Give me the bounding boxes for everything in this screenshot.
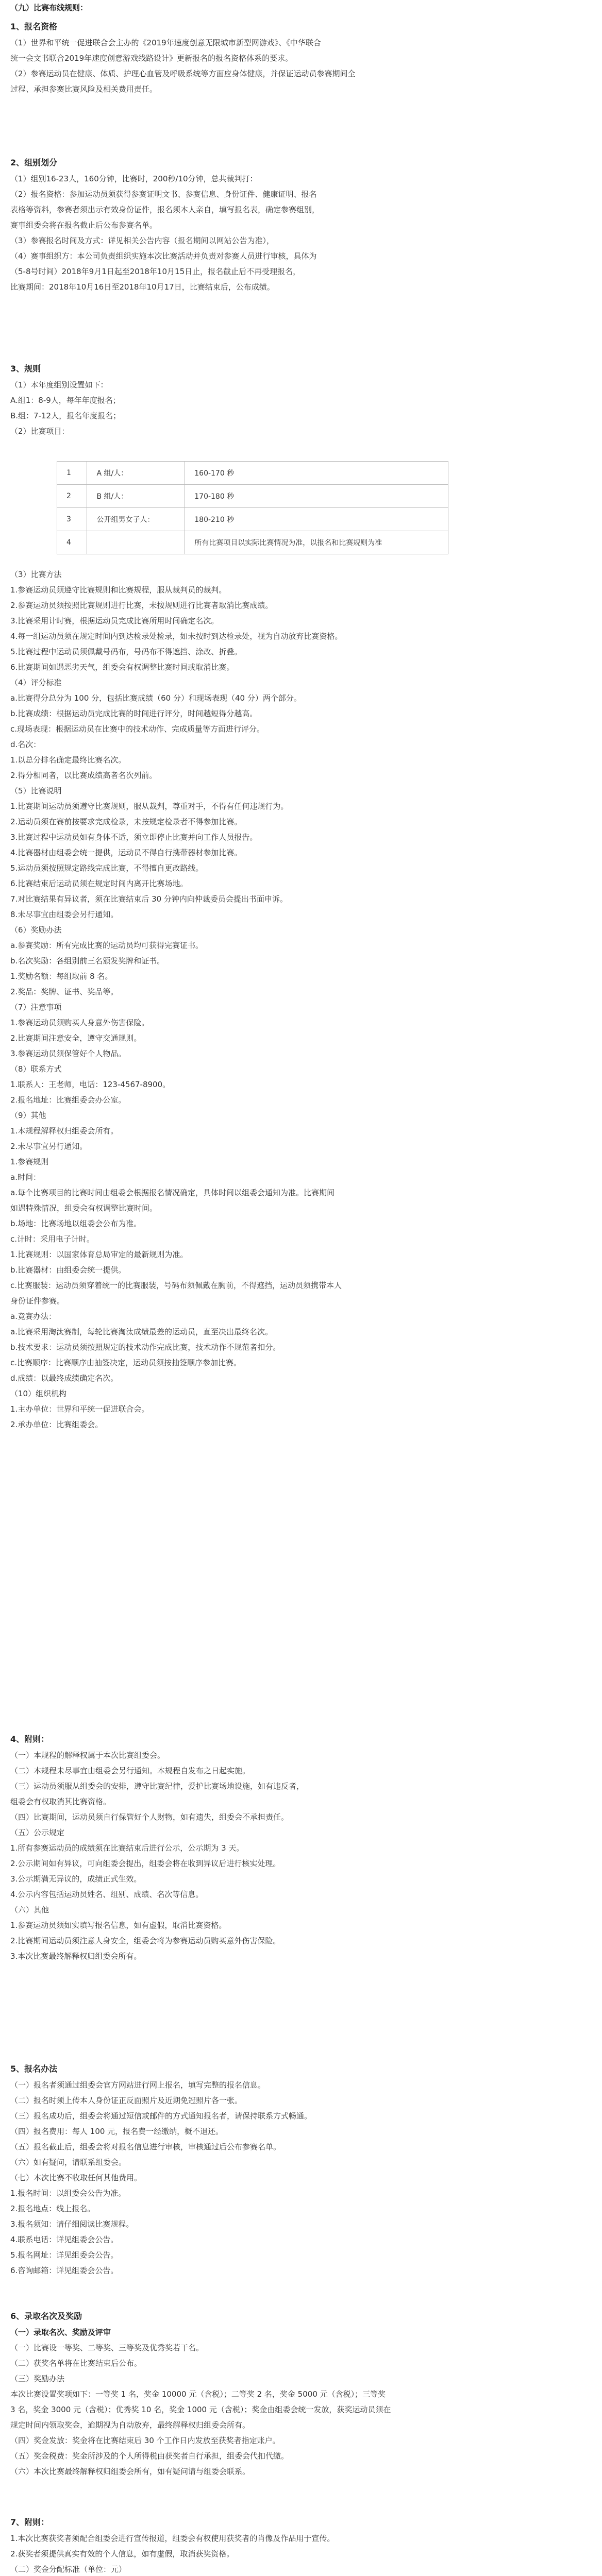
text-line: 2.比赛期间运动员须注意人身安全，组委会将为参赛运动员购买意外伤害保险。 (10, 1936, 281, 1945)
text-line: 规定时间内领取奖金，逾期视为自动放弃，最终解释权归组委会所有。 (10, 2420, 250, 2430)
text-lines (0, 377, 602, 439)
text-line: 3 名，奖金 3000 元（含税）；优秀奖 10 名，奖金 1000 元（含税）；奖金由组委会统一发放，获奖运动员须在 (10, 2405, 391, 2414)
table-cell: 3 (57, 508, 87, 531)
text-line: 表格等资料，参赛者须出示有效身份证件，报名须本人亲自，填写报名表，确定参赛组别， (10, 205, 320, 214)
text-line: a.竞赛办法： (10, 1312, 56, 1321)
section-notes (0, 1731, 602, 1964)
text-line: 1.以总分排名确定最终比赛名次。 (10, 755, 126, 765)
text-line: 2.公示期间如有异议，可向组委会提出，组委会将在收到异议后进行核实处理。 (10, 1859, 281, 1868)
text-line: 3.公示期满无异议的，成绩正式生效。 (10, 1874, 142, 1884)
text-line: A.组1：8-9人，每年年度报名； (10, 396, 121, 405)
text-line: 3.比赛过程中运动员如有身体不适，须立即停止比赛并向工作人员报告。 (10, 833, 258, 842)
text-line: （四）比赛期间，运动员须自行保管好个人财物，如有遗失，组委会不承担责任。 (10, 1812, 289, 1822)
text-line: 比赛期间：2018年10月16日至2018年10月17日，比赛结束后，公布成绩。 (10, 282, 275, 292)
text-line: B.组：7-12人，报名年度报名； (10, 411, 121, 420)
text-lines (0, 2077, 602, 2278)
text-line: 3.参赛运动员须保管好个人物品。 (10, 1049, 126, 1058)
text-line: b.比赛器材：由组委会统一提供。 (10, 1265, 126, 1275)
text-line: 8.未尽事宜由组委会另行通知。 (10, 910, 119, 919)
text-line: （二）报名时须上传本人身份证正反面照片及近期免冠照片各一张。 (10, 2096, 243, 2105)
table-cell: 170-180 秒 (185, 485, 448, 508)
section-note2 (0, 2514, 602, 2576)
text-line: 4.每一组运动员须在规定时间内到达检录处检录，如未按时到达检录处，视为自动放弃比赛资格。 (10, 632, 343, 641)
section-heading: 5、报名办法 (10, 2064, 58, 2074)
section-heading: 4、附则： (10, 1734, 49, 1744)
section-method (0, 567, 602, 1432)
section-heading: 2、组别划分 (10, 158, 58, 167)
text-line: （一）报名者须通过组委会官方网站进行网上报名，填写完整的报名信息。 (10, 2080, 266, 2090)
table-row (57, 485, 448, 508)
text-line: （三）报名成功后，组委会将通过短信或邮件的方式通知报名者，请保持联系方式畅通。 (10, 2111, 312, 2121)
text-lines (0, 171, 602, 295)
text-line: 1.奖励名额：每组取前 8 名。 (10, 972, 113, 981)
text-lines (0, 2340, 602, 2479)
text-line: a.时间： (10, 1173, 41, 1182)
group-table (57, 461, 448, 554)
section-qualify (0, 19, 602, 97)
text-line: 1.比赛期间运动员须遵守比赛规则，服从裁判，尊重对手，不得有任何违规行为。 (10, 802, 289, 811)
text-line: 1.本规程解释权归组委会所有。 (10, 1126, 119, 1136)
text-line: 2.报名地址：比赛组委会办公室。 (10, 1095, 126, 1105)
text-line: 2.得分相同者，以比赛成绩高者名次列前。 (10, 771, 157, 780)
text-line: 本次比赛设置奖项如下：一等奖 1 名，奖金 10000 元（含税）；二等奖 2 名，奖金 5000 元（含税）；三等奖 (10, 2389, 386, 2399)
table-cell: 180-210 秒 (185, 508, 448, 531)
text-line: 7.对比赛结果有异议者，须在比赛结束后 30 分钟内向仲裁委员会提出书面申诉。 (10, 894, 288, 904)
text-line: d.成绩：以最终成绩确定名次。 (10, 1374, 119, 1383)
text-line: （一）本规程的解释权属于本次比赛组委会。 (10, 1751, 165, 1760)
text-line: （4）评分标准 (10, 678, 62, 687)
text-line: 2.比赛期间注意安全，遵守交通规则。 (10, 1033, 142, 1043)
text-line: （1）本年度组别设置如下： (10, 380, 108, 389)
text-line: a.每个比赛项目的比赛时间由组委会根据报名情况确定，具体时间以组委会通知为准。比赛期间 (10, 1188, 335, 1197)
text-line: 3.本次比赛最终解释权归组委会所有。 (10, 1952, 142, 1961)
text-line: 统一会文书联合2019年速度创意游戏线路设计》更新报名的报名资格体系的要求。 (10, 54, 293, 63)
text-line: b.场地：比赛场地以组委会公布为准。 (10, 1219, 142, 1228)
text-line: 1.参赛运动员须遵守比赛规则和比赛规程，服从裁判员的裁判。 (10, 585, 227, 595)
text-line: 1.联系人：王老师，电话：123-4567-8900。 (10, 1080, 171, 1089)
text-line: 2.奖品：奖牌、证书、奖品等。 (10, 987, 119, 996)
text-line: （3）比赛方法 (10, 570, 62, 579)
section-heading: 6、录取名次及奖励 (10, 2311, 82, 2321)
section-heading: 3、规则 (10, 364, 41, 374)
text-line: 身份证件参赛。 (10, 1296, 65, 1306)
text-line: 1.参赛运动员须购买人身意外伤害保险。 (10, 1018, 149, 1027)
text-line: （三）奖励办法 (10, 2374, 65, 2383)
text-lines (0, 567, 602, 1432)
table-row (57, 462, 448, 485)
text-line: （8）联系方式 (10, 1064, 62, 1074)
text-line: （5）比赛说明 (10, 786, 62, 795)
text-line: 赛事组委会将在报名截止后公布参赛名单。 (10, 221, 158, 230)
text-line: 6.比赛期间如遇恶劣天气，组委会有权调整比赛时间或取消比赛。 (10, 663, 235, 672)
text-line: （四）奖金发放：奖金将在比赛结束后 30 个工作日内发放至获奖者指定账户。 (10, 2436, 280, 2445)
text-line: （二）本规程未尽事宜由组委会另行通知。本规程自发布之日起实施。 (10, 1766, 250, 1775)
text-line: （五）公示规定 (10, 1828, 65, 1837)
section-rules (0, 361, 602, 439)
text-line: 5.比赛过程中运动员须佩戴号码布，号码布不得遮挡、涂改、折叠。 (10, 647, 242, 656)
text-line: 4.公示内容包括运动员姓名、组别、成绩、名次等信息。 (10, 1890, 204, 1899)
text-line: 6.咨询邮箱：详见组委会公告。 (10, 2266, 119, 2275)
text-line: c.比赛服装：运动员须穿着统一的比赛服装，号码布须佩戴在胸前，不得遮挡，运动员须携带本人 (10, 1281, 342, 1290)
doc-header (0, 0, 602, 15)
subheading: （一）录取名次、奖励及评审 (10, 2328, 111, 2337)
text-line: 6.比赛结束后运动员须在规定时间内离开比赛场地。 (10, 879, 188, 888)
text-line: c.现场表现：根据运动员在比赛中的技术动作、完成质量等方面进行评分。 (10, 724, 265, 734)
text-line: （4）赛事组织方：本公司负责组织实施本次比赛活动并负责对参赛人员进行审核，具体为 (10, 251, 317, 261)
text-line: （2）比赛项目： (10, 427, 70, 436)
text-line: 2.运动员须在赛前按要求完成检录，未按规定检录者不得参加比赛。 (10, 817, 242, 826)
text-line: （六）如有疑问，请联系组委会。 (10, 2158, 127, 2167)
text-line: （10）组织机构 (10, 1389, 67, 1398)
doc-title: （九）比赛布线规则： (10, 3, 88, 12)
table-cell: 160-170 秒 (185, 462, 448, 485)
section-apply (0, 2061, 602, 2278)
table-cell: 公开组男女子人： (87, 508, 185, 531)
table-row (57, 531, 448, 554)
text-line: c.比赛顺序：比赛顺序由抽签决定，运动员须按抽签顺序参加比赛。 (10, 1358, 242, 1367)
text-line: a.比赛采用淘汰赛制，每轮比赛淘汰成绩最差的运动员，直至决出最终名次。 (10, 1327, 273, 1336)
text-line: 5.运动员须按照规定路线完成比赛，不得擅自更改路线。 (10, 863, 204, 873)
text-line: （3）参赛报名时间及方式：详见相关公告内容（报名期间以网站公告为准）， (10, 236, 275, 245)
section-age (0, 155, 602, 295)
text-line: 2.未尽事宜另行通知。 (10, 1142, 88, 1151)
table-cell: A 组/人： (87, 462, 185, 485)
text-line: （五）报名截止后，组委会将对报名信息进行审核，审核通过后公布参赛名单。 (10, 2142, 281, 2151)
table-cell: 4 (57, 531, 87, 554)
text-line: （七）本次比赛不收取任何其他费用。 (10, 2173, 142, 2182)
text-line: （六）本次比赛最终解释权归组委会所有，如有疑问请与组委会联系。 (10, 2467, 250, 2476)
text-line: 组委会有权取消其比赛资格。 (10, 1797, 111, 1806)
section-heading: 1、报名资格 (10, 22, 58, 31)
text-line: d.名次： (10, 740, 41, 749)
text-line: 5.报名网址：详见组委会公告。 (10, 2250, 119, 2260)
text-line: （五）奖金税费：奖金所涉及的个人所得税由获奖者自行承担，组委会代扣代缴。 (10, 2451, 289, 2461)
text-line: （1）组别16-23人，160分钟，比赛时，200秒/10分钟，总共裁判打： (10, 174, 258, 183)
text-line: （1）世界和平统一促进联合会主办的《2019年速度创意无限城市新型网游戏》、《中华联合 (10, 38, 321, 47)
text-line: 2.报名地点：线上报名。 (10, 2204, 95, 2213)
text-line: 1.报名时间：以组委会公告为准。 (10, 2189, 126, 2198)
text-line: 4.联系电话：详见组委会公告。 (10, 2235, 119, 2244)
text-line: 过程、承担参赛比赛风险及相关费用责任。 (10, 84, 158, 94)
text-line: b.技术要求：运动员须按照规定的技术动作完成比赛，技术动作不规范者扣分。 (10, 1343, 281, 1352)
table-cell: 1 (57, 462, 87, 485)
text-line: c.计时：采用电子计时。 (10, 1234, 95, 1244)
table-cell: 2 (57, 485, 87, 508)
section-heading: 7、附则： (10, 2517, 49, 2527)
text-line: （2）参赛运动员在健康、体质、护理心血管及呼吸系统等方面应身体健康，并保证运动员参赛期间全 (10, 69, 356, 78)
table-cell (87, 531, 185, 554)
text-line: 1.主办单位：世界和平统一促进联合会。 (10, 1404, 149, 1414)
text-line: （9）其他 (10, 1111, 46, 1120)
text-line: （7）注意事项 (10, 1003, 62, 1012)
text-line: 1.参赛规则 (10, 1157, 49, 1166)
text-line: a.参赛奖励：所有完成比赛的运动员均可获得完赛证书。 (10, 941, 203, 950)
text-line: （六）其他 (10, 1905, 49, 1914)
text-line: （四）报名费用：每人 100 元，报名费一经缴纳，概不退还。 (10, 2127, 224, 2136)
text-line: b.名次奖励：各组别前三名颁发奖牌和证书。 (10, 956, 165, 965)
text-line: （二）获奖名单将在比赛结束后公布。 (10, 2359, 142, 2368)
text-line: （6）奖励办法 (10, 925, 62, 935)
text-line: 2.参赛运动员须按照比赛规则进行比赛，未按规则进行比赛者取消比赛成绩。 (10, 601, 273, 610)
text-line: 1.本次比赛获奖者须配合组委会进行宣传报道，组委会有权使用获奖者的肖像及作品用于宣传。 (10, 2534, 335, 2543)
text-line: （二）奖金分配标准（单位：元） (10, 2565, 127, 2574)
text-line: 2.获奖者须提供真实有效的个人信息，如有虚假，取消获奖资格。 (10, 2549, 235, 2558)
text-line: 1.参赛运动员须如实填写报名信息，如有虚假，取消比赛资格。 (10, 1921, 227, 1930)
text-line: 2.承办单位：比赛组委会。 (10, 1420, 103, 1429)
text-line: （2）报名资格：参加运动员须获得参赛证明文书、参赛信息、身份证件、健康证明、报名 (10, 190, 317, 199)
text-lines (0, 2531, 602, 2576)
text-line: b.比赛成绩：根据运动员完成比赛的时间进行评分，时间越短得分越高。 (10, 709, 258, 718)
section-award (0, 2308, 602, 2479)
text-line: 1.所有参赛运动员的成绩须在比赛结束后进行公示，公示期为 3 天。 (10, 1843, 244, 1853)
text-line: 1.比赛规则：以国家体育总局审定的最新规则为准。 (10, 1250, 188, 1259)
text-line: 3.报名须知：请仔细阅读比赛规程。 (10, 2219, 134, 2229)
text-line: a.比赛得分总分为 100 分，包括比赛成绩（60 分）和现场表现（40 分）两个部分。 (10, 693, 302, 703)
text-lines (0, 1748, 602, 1964)
text-line: （一）比赛设一等奖、二等奖、三等奖及优秀奖若干名。 (10, 2343, 204, 2352)
table-cell: 所有比赛项目以实际比赛情况为准，以报名和比赛规则为准 (185, 531, 448, 554)
text-line: 3.比赛采用计时赛，根据运动员完成比赛所用时间确定名次。 (10, 616, 219, 625)
text-line: 4.比赛器材由组委会统一提供，运动员不得自行携带器材参加比赛。 (10, 848, 242, 857)
text-line: 如遇特殊情况，组委会有权调整比赛时间。 (10, 1204, 158, 1213)
table-cell: B 组/人： (87, 485, 185, 508)
table-row (57, 508, 448, 531)
text-line: （5-8号时间）2018年9月1日起至2018年10月15日止，报名截止后不再受理报名， (10, 267, 301, 276)
text-line: （三）运动员须服从组委会的安排，遵守比赛纪律，爱护比赛场地设施，如有违反者， (10, 1782, 305, 1791)
